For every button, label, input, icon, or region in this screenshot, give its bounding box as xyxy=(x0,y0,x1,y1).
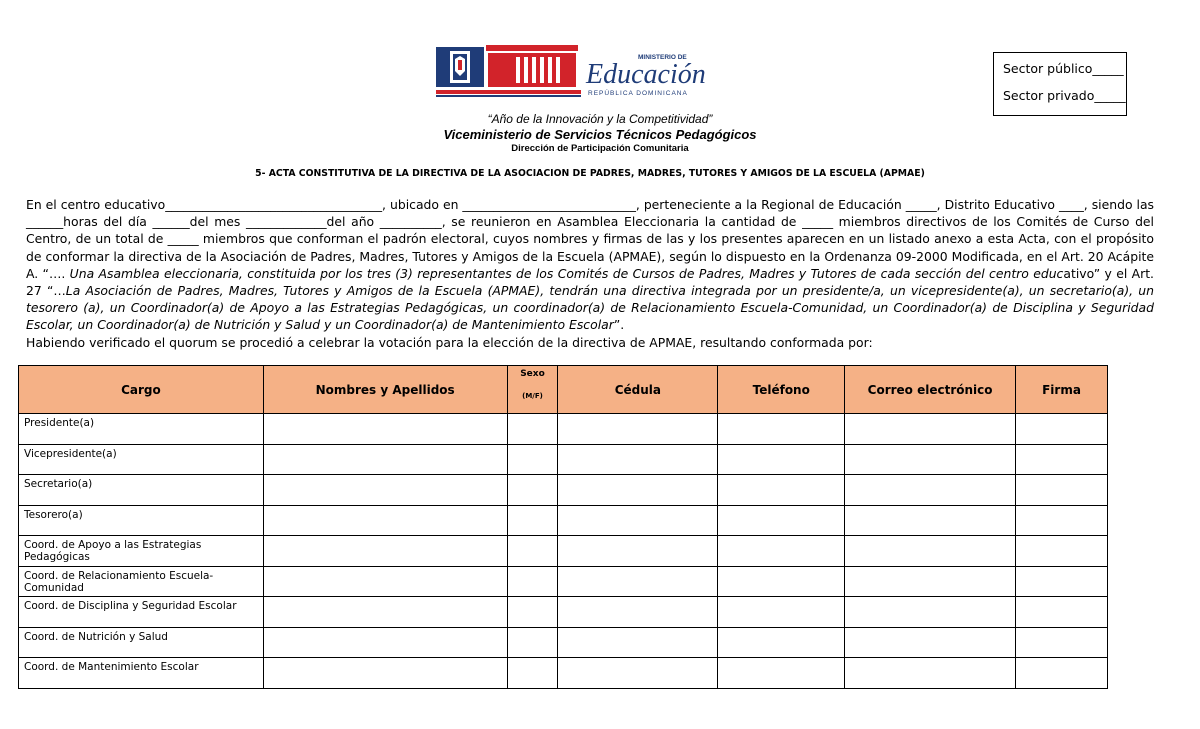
viceministry-title: Viceministerio de Servicios Técnicos Pedagógicos xyxy=(443,127,757,142)
firma-cell[interactable] xyxy=(1016,627,1108,658)
cargo-cell: Coord. de Nutrición y Salud xyxy=(19,627,264,658)
cedula-cell[interactable] xyxy=(558,505,718,536)
correo-cell[interactable] xyxy=(845,627,1016,658)
table-row xyxy=(19,505,1108,536)
correo-cell[interactable] xyxy=(845,658,1016,689)
firma-cell[interactable] xyxy=(1016,658,1108,689)
correo-cell[interactable] xyxy=(845,566,1016,597)
firma-cell[interactable] xyxy=(1016,475,1108,506)
header-cargo: Cargo xyxy=(19,366,264,414)
cargo-cell: Coord. de Mantenimiento Escolar xyxy=(19,658,264,689)
nombres-cell[interactable] xyxy=(263,505,507,536)
correo-cell[interactable] xyxy=(845,505,1016,536)
sexo-cell[interactable] xyxy=(507,597,558,628)
cedula-cell[interactable] xyxy=(558,475,718,506)
sexo-cell[interactable] xyxy=(507,627,558,658)
paragraph-italic1: Una Asamblea eleccionaria, constituida por los tres (3) representantes de los Comités de Cursos de Padres, Madres y Tutores de cada sección del centro educ xyxy=(69,265,1064,281)
paragraph-italic2: La Asociación de Padres, Madres, Tutores y Amigos de la Escuela (APMAE), tendrán una directiva integrada por un presidente/a, un vicepresidente(a), un secretario(a), un tesorero (a), un Coordinador(a) de Apoyo a las Estrategias Pedagógicas, un coordinador(a) de Relacionamiento Escuela-Comunidad, un Coordinador(a) de Disciplina y Seguridad Escolar, un Coordinador(a) de Nutrición y Salud y un Coordinador(a) de Mantenimiento Escolar xyxy=(26,283,1155,333)
nombres-cell[interactable] xyxy=(263,627,507,658)
cargo-cell: Coord. de Relacionamiento Escuela-Comunidad xyxy=(19,566,264,597)
direction-title: Dirección de Participación Comunitaria xyxy=(511,143,689,154)
nombres-cell[interactable] xyxy=(263,536,507,567)
nombres-cell[interactable] xyxy=(263,414,507,445)
telefono-cell[interactable] xyxy=(718,536,845,567)
header-sexo-label: Sexo xyxy=(520,369,545,379)
sexo-cell[interactable] xyxy=(507,566,558,597)
logo-text-bottom: REPÚBLICA DOMINICANA xyxy=(588,90,688,97)
paragraph-part2: ativo” y el Art. 27 “… xyxy=(26,265,1154,299)
firma-cell[interactable] xyxy=(1016,566,1108,597)
correo-cell[interactable] xyxy=(845,475,1016,506)
table-row xyxy=(19,444,1108,475)
directive-table xyxy=(18,365,1108,689)
cargo-cell: Coord. de Disciplina y Seguridad Escolar xyxy=(19,597,264,628)
sexo-cell[interactable] xyxy=(507,444,558,475)
sector-private[interactable]: Sector privado_____ xyxy=(1003,88,1126,103)
header-cedula: Cédula xyxy=(558,366,718,414)
header-telefono: Teléfono xyxy=(718,366,845,414)
firma-cell[interactable] xyxy=(1016,444,1108,475)
quorum-sentence: Habiendo verificado el quorum se procedió a celebrar la votación para la elección de la directiva de APMAE, resultando conformada por: xyxy=(26,334,873,350)
cargo-cell: Coord. de Apoyo a las Estrategias Pedagógicas xyxy=(19,536,264,567)
firma-cell[interactable] xyxy=(1016,505,1108,536)
table-header-row xyxy=(19,366,1108,414)
paragraph-end: ”. xyxy=(613,317,625,333)
cedula-cell[interactable] xyxy=(558,444,718,475)
sexo-cell[interactable] xyxy=(507,505,558,536)
telefono-cell[interactable] xyxy=(718,444,845,475)
cedula-cell[interactable] xyxy=(558,627,718,658)
header-sexo xyxy=(507,366,558,414)
sexo-cell[interactable] xyxy=(507,536,558,567)
paragraph-part1: En el centro educativo___________________________________, ubicado en ____________________________, perteneciente a la Regional de Educación _____, Distrito Educativo ____, siendo las ______horas del día ______del mes _____________del año __________, se reunieron en Asamblea Eleccionaria la cantidad de _____ miembros directivos de los Comités de Curso del Centro, de un total de _____ miembros que conforman el padrón electoral, cuyos nombres y firmas de las y los presentes aparecen en un listado anexo a esta Acta, con el propósito de conformar la directiva de la Asociación de Padres, Madres, Tutores y Amigos de la Escuela (APMAE), según lo dispuesto en la Ordenanza 09-2000 Modificada, en el Art. 20 Acápite A. “…. xyxy=(26,197,1154,281)
telefono-cell[interactable] xyxy=(718,475,845,506)
sector-box xyxy=(993,52,1127,116)
nombres-cell[interactable] xyxy=(263,597,507,628)
telefono-cell[interactable] xyxy=(718,658,845,689)
sector-public[interactable]: Sector público_____ xyxy=(1003,61,1124,76)
table-row xyxy=(19,658,1108,689)
table-row xyxy=(19,627,1108,658)
cargo-cell: Tesorero(a) xyxy=(19,505,264,536)
correo-cell[interactable] xyxy=(845,597,1016,628)
nombres-cell[interactable] xyxy=(263,658,507,689)
cargo-cell: Presidente(a) xyxy=(19,414,264,445)
cedula-cell[interactable] xyxy=(558,597,718,628)
header-sexo-sub: (M/F) xyxy=(522,392,543,400)
correo-cell[interactable] xyxy=(845,414,1016,445)
cargo-cell: Vicepresidente(a) xyxy=(19,444,264,475)
nombres-cell[interactable] xyxy=(263,566,507,597)
header-correo: Correo electrónico xyxy=(845,366,1016,414)
nombres-cell[interactable] xyxy=(263,475,507,506)
ministry-logo xyxy=(436,45,711,101)
correo-cell[interactable] xyxy=(845,444,1016,475)
logo-text-top: MINISTERIO DE xyxy=(638,54,687,61)
sexo-cell[interactable] xyxy=(507,475,558,506)
document-title: 5- ACTA CONSTITUTIVA DE LA DIRECTIVA DE LA ASOCIACION DE PADRES, MADRES, TUTORES Y AMIGOS DE LA ESCUELA (APMAE) xyxy=(255,168,925,179)
nombres-cell[interactable] xyxy=(263,444,507,475)
correo-cell[interactable] xyxy=(845,536,1016,567)
table-row xyxy=(19,566,1108,597)
cedula-cell[interactable] xyxy=(558,536,718,567)
table-row xyxy=(19,536,1108,567)
telefono-cell[interactable] xyxy=(718,505,845,536)
firma-cell[interactable] xyxy=(1016,414,1108,445)
sexo-cell[interactable] xyxy=(507,414,558,445)
header-firma: Firma xyxy=(1016,366,1108,414)
header-nombres: Nombres y Apellidos xyxy=(263,366,507,414)
cargo-cell: Secretario(a) xyxy=(19,475,264,506)
cedula-cell[interactable] xyxy=(558,566,718,597)
table-row xyxy=(19,475,1108,506)
table-row xyxy=(19,597,1108,628)
firma-cell[interactable] xyxy=(1016,597,1108,628)
telefono-cell[interactable] xyxy=(718,566,845,597)
cedula-cell[interactable] xyxy=(558,658,718,689)
cedula-cell[interactable] xyxy=(558,414,718,445)
main-paragraph xyxy=(26,196,1154,334)
telefono-cell[interactable] xyxy=(718,627,845,658)
body-text xyxy=(26,196,1154,351)
sexo-cell[interactable] xyxy=(507,658,558,689)
table-row xyxy=(19,414,1108,445)
firma-cell[interactable] xyxy=(1016,536,1108,567)
telefono-cell[interactable] xyxy=(718,597,845,628)
telefono-cell[interactable] xyxy=(718,414,845,445)
year-motto: “Año de la Innovación y la Competitividad” xyxy=(487,112,713,126)
logo-text-main: Educación xyxy=(586,59,706,90)
